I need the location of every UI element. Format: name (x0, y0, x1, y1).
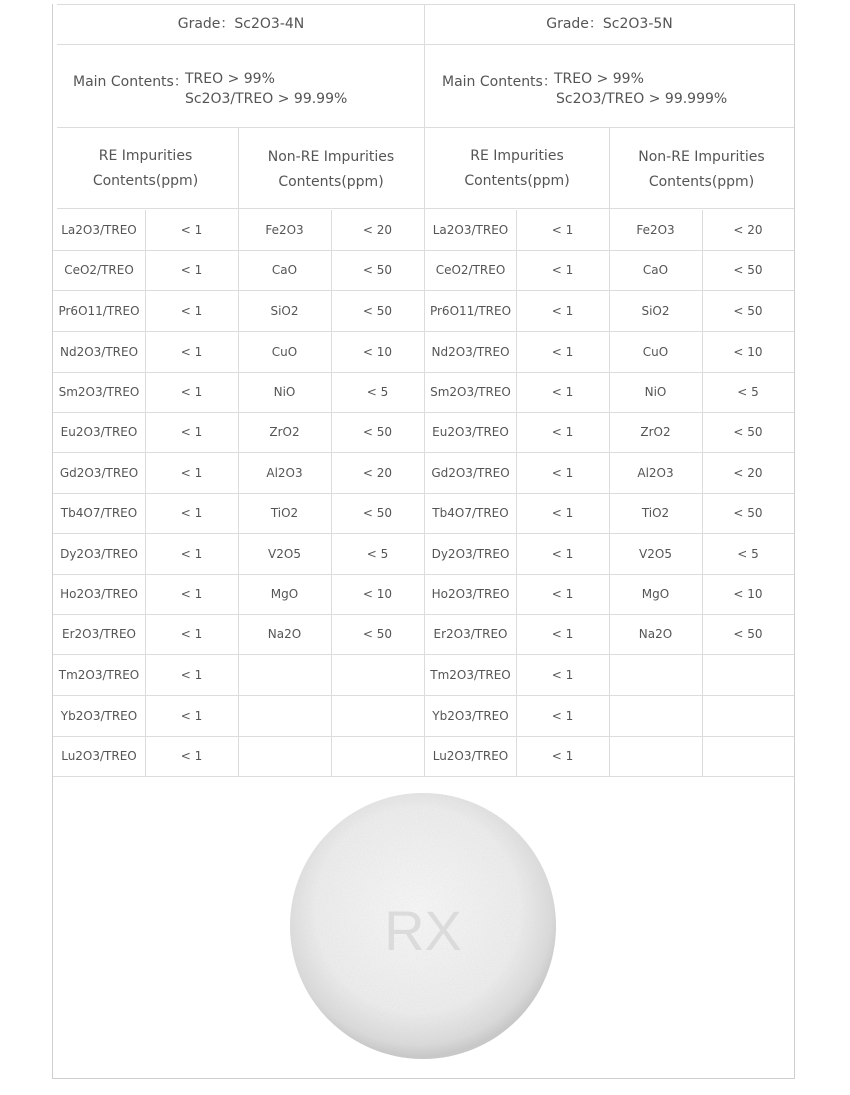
nonre-impurities-header (609, 145, 794, 195)
nonre-header-line2: Contents(ppm) (648, 174, 755, 190)
nonre-impurity-name (609, 736, 702, 776)
re-impurity-value: < 1 (551, 263, 574, 277)
nonre-impurity-name: CuO (271, 344, 298, 359)
re-impurity-name: Nd2O3/TREO (431, 344, 510, 359)
nonre-impurity-name: Al2O3 (637, 465, 674, 480)
main-contents-divider (57, 127, 794, 128)
main-contents-treo: TREO > 99% (185, 71, 275, 87)
nonre-impurity-name: V2O5 (639, 546, 672, 561)
re-impurity-value: < 1 (180, 344, 203, 359)
re-impurity-name: Tb4O7/TREO (60, 506, 138, 520)
re-impurity-value: < 1 (551, 749, 574, 763)
nonre-impurity-value: < 50 (362, 425, 393, 439)
re-impurity-value: < 1 (551, 223, 574, 237)
nonre-impurity-value: < 50 (362, 263, 393, 277)
main-contents-label: Main Contents： (73, 74, 188, 90)
re-impurity-name: Tb4O7/TREO (432, 506, 509, 520)
nonre-impurity-name: ZrO2 (640, 425, 671, 439)
nonre-impurity-value: < 5 (366, 385, 389, 399)
grade-label: Grade：Sc2O3-5N (546, 16, 673, 32)
re-impurity-name: Nd2O3/TREO (59, 344, 139, 359)
nonre-impurity-name: Al2O3 (266, 465, 303, 480)
re-impurity-value: < 1 (180, 223, 203, 237)
nonre-impurity-value: < 50 (733, 627, 763, 641)
nonre-impurity-name: SiO2 (641, 303, 670, 318)
re-impurity-value: < 1 (551, 546, 574, 561)
nonre-impurity-name (609, 654, 702, 695)
nonre-impurity-value: < 50 (733, 263, 763, 277)
re-impurities-header (53, 144, 238, 194)
nonre-impurity-value (702, 654, 794, 695)
re-impurity-name: Eu2O3/TREO (60, 425, 138, 439)
re-impurity-value: < 1 (180, 587, 203, 601)
re-impurity-value: < 1 (180, 385, 203, 399)
re-impurities-header (425, 144, 609, 194)
nonre-impurity-name: Fe2O3 (265, 223, 304, 237)
nonre-impurity-value: < 20 (733, 465, 763, 480)
re-impurity-value: < 1 (551, 627, 574, 641)
nonre-impurity-name: MgO (270, 587, 299, 601)
re-header-line2: Contents(ppm) (92, 173, 199, 189)
table-bottom-border (52, 1078, 795, 1079)
nonre-impurity-name: Fe2O3 (636, 223, 675, 237)
nonre-impurity-value: < 50 (733, 506, 763, 520)
nonre-impurity-value (702, 736, 794, 776)
re-impurity-name: Er2O3/TREO (62, 627, 136, 641)
re-impurity-name: Ho2O3/TREO (60, 587, 138, 601)
re-impurity-value: < 1 (180, 627, 203, 641)
re-impurity-name: Eu2O3/TREO (432, 425, 509, 439)
re-impurity-name: La2O3/TREO (432, 223, 509, 237)
re-impurity-value: < 1 (551, 506, 574, 520)
re-impurity-value: < 1 (551, 303, 574, 318)
nonre-header-line1: Non-RE Impurities (267, 149, 395, 165)
re-impurity-name: CeO2/TREO (435, 263, 506, 277)
nonre-impurity-name (238, 736, 331, 776)
re-impurity-name: Gd2O3/TREO (59, 465, 139, 480)
re-impurity-name: La2O3/TREO (61, 223, 137, 237)
nonre-impurity-value: < 50 (362, 627, 393, 641)
re-impurity-name: Sm2O3/TREO (430, 385, 511, 399)
re-header-line1: RE Impurities (470, 148, 564, 164)
main-contents-sc2o3: Sc2O3/TREO > 99.999% (556, 91, 728, 107)
nonre-impurity-name: Na2O (267, 627, 302, 641)
nonre-impurity-value: < 5 (366, 546, 389, 561)
nonre-impurity-value: < 10 (733, 344, 763, 359)
table-right-border (794, 4, 795, 1079)
re-impurity-value: < 1 (180, 263, 203, 277)
re-impurity-name: Er2O3/TREO (433, 627, 508, 641)
re-impurity-name: Tm2O3/TREO (58, 667, 140, 682)
re-impurity-name: Dy2O3/TREO (431, 546, 510, 561)
re-impurity-value: < 1 (180, 465, 203, 480)
re-impurity-name: Yb2O3/TREO (432, 708, 509, 723)
grade-label: Grade：Sc2O3-4N (177, 16, 305, 32)
nonre-impurity-name: NiO (273, 385, 296, 399)
main-contents-sc2o3: Sc2O3/TREO > 99.99% (185, 91, 348, 107)
re-impurity-name: Yb2O3/TREO (60, 708, 138, 723)
nonre-impurity-value: < 10 (362, 344, 393, 359)
re-impurity-value: < 1 (551, 708, 574, 723)
nonre-impurity-name: Na2O (638, 627, 673, 641)
nonre-impurity-value: < 10 (733, 587, 763, 601)
re-impurity-value: < 1 (180, 749, 203, 763)
re-impurity-value: < 1 (180, 708, 203, 723)
subheader-divider (57, 208, 794, 209)
nonre-impurity-name (238, 654, 331, 695)
re-impurity-value: < 1 (551, 385, 574, 399)
nonre-impurity-name: MgO (641, 587, 670, 601)
scandium-oxide-powder-image (289, 792, 557, 1060)
nonre-impurity-name: CaO (642, 263, 669, 277)
nonre-impurity-value: < 50 (733, 425, 763, 439)
nonre-impurity-name: TiO2 (270, 506, 299, 520)
re-impurity-value: < 1 (180, 506, 203, 520)
re-impurity-name: Pr6O11/TREO (58, 303, 140, 318)
watermark: RX (384, 899, 462, 962)
nonre-impurity-name: TiO2 (641, 506, 670, 520)
main-contents-label: Main Contents： (442, 74, 557, 90)
nonre-impurity-value: < 10 (362, 587, 393, 601)
re-impurity-value: < 1 (180, 546, 203, 561)
re-impurity-name: Lu2O3/TREO (432, 749, 509, 763)
nonre-impurity-value: < 5 (737, 546, 759, 561)
nonre-impurity-name (238, 695, 331, 736)
nonre-impurity-value (331, 695, 424, 736)
re-impurity-value: < 1 (180, 303, 203, 318)
re-impurity-value: < 1 (551, 425, 574, 439)
nonre-impurity-value: < 5 (737, 385, 759, 399)
re-impurity-name: Gd2O3/TREO (431, 465, 510, 480)
re-header-line2: Contents(ppm) (464, 173, 570, 189)
re-impurity-name: Sm2O3/TREO (58, 385, 140, 399)
nonre-header-line1: Non-RE Impurities (638, 149, 765, 165)
re-impurity-name: Lu2O3/TREO (61, 749, 137, 763)
nonre-impurity-value: < 50 (362, 303, 393, 318)
main-contents-treo: TREO > 99% (554, 71, 644, 87)
re-impurity-name: Ho2O3/TREO (431, 587, 510, 601)
re-impurity-value: < 1 (180, 425, 203, 439)
nonre-impurity-value: < 50 (733, 303, 763, 318)
nonre-impurity-name: CuO (642, 344, 669, 359)
nonre-impurity-name: NiO (644, 385, 667, 399)
re-impurity-name: Dy2O3/TREO (60, 546, 138, 561)
nonre-impurity-name: V2O5 (268, 546, 301, 561)
nonre-impurity-value (331, 654, 424, 695)
nonre-impurity-value: < 20 (362, 465, 393, 480)
nonre-impurities-header (238, 145, 424, 195)
nonre-impurity-name (609, 695, 702, 736)
header-divider (57, 44, 794, 45)
re-impurity-value: < 1 (551, 465, 574, 480)
nonre-impurity-name: ZrO2 (269, 425, 300, 439)
re-impurity-value: < 1 (551, 587, 574, 601)
nonre-impurity-value: < 20 (733, 223, 763, 237)
nonre-impurity-value: < 50 (362, 506, 393, 520)
nonre-impurity-name: SiO2 (270, 303, 299, 318)
nonre-header-line2: Contents(ppm) (278, 174, 384, 190)
re-impurity-value: < 1 (180, 667, 203, 682)
re-impurity-value: < 1 (551, 667, 574, 682)
re-impurity-value: < 1 (551, 344, 574, 359)
re-impurity-name: CeO2/TREO (64, 263, 134, 277)
re-impurity-name: Tm2O3/TREO (430, 667, 511, 682)
nonre-impurity-value (331, 736, 424, 776)
nonre-impurity-name: CaO (271, 263, 298, 277)
re-impurity-name: Pr6O11/TREO (429, 303, 512, 318)
nonre-impurity-value (702, 695, 794, 736)
nonre-impurity-value: < 20 (362, 223, 393, 237)
re-header-line1: RE Impurities (98, 148, 193, 164)
